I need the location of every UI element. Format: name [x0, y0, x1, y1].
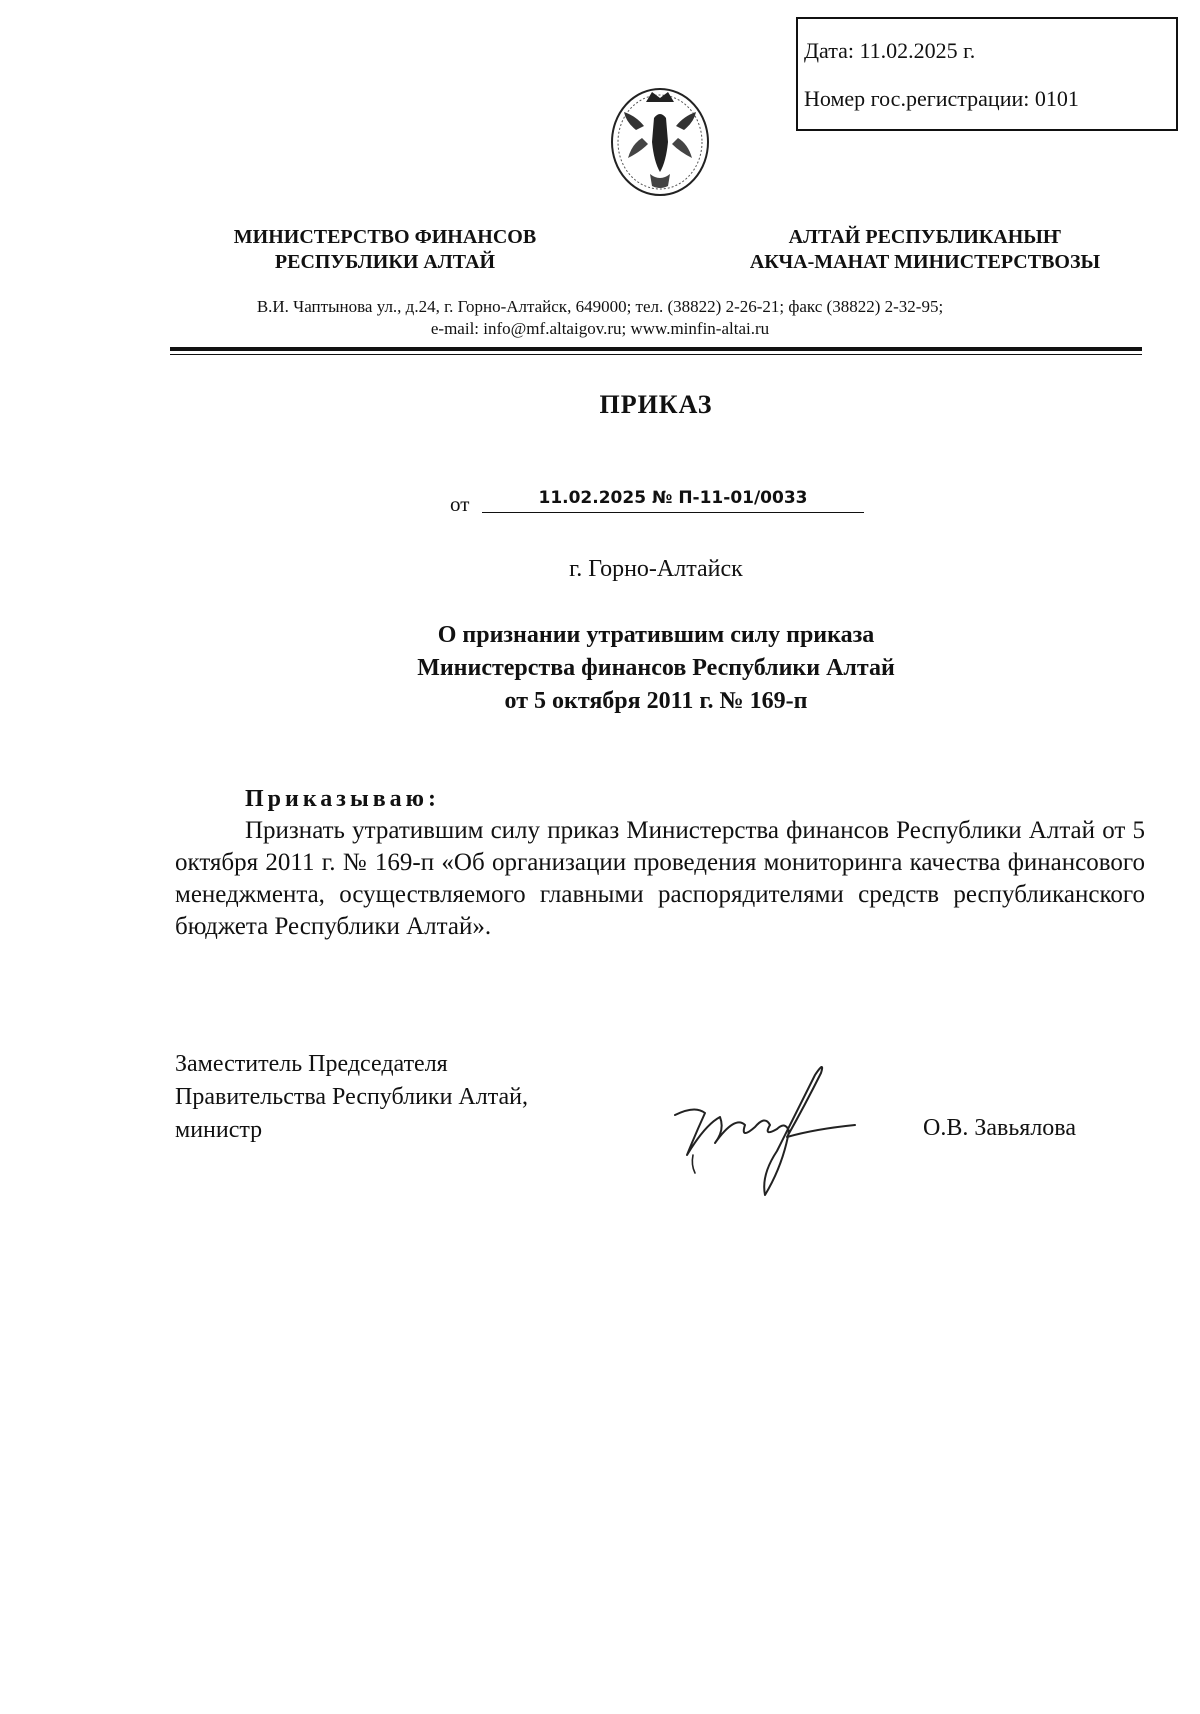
from-label: от: [450, 492, 470, 516]
registration-box: [796, 17, 1178, 131]
document-title-line3: от 5 октября 2011 г. № 169-п: [504, 688, 808, 714]
registration-date: [804, 38, 975, 64]
ministry-name-altai: [700, 225, 1150, 275]
registration-number-value: 0101: [1034, 86, 1079, 111]
registration-number: [804, 86, 1079, 112]
registration-number-label: Номер гос.регистрации:: [804, 86, 1030, 111]
registration-date-value: 11.02.2025 г.: [859, 38, 976, 63]
ministry-contacts: [170, 296, 1030, 340]
document-title-line1: О признании утратившим силу приказа: [437, 622, 875, 648]
document-title: [300, 619, 1012, 718]
document-title-line2: Министерства финансов Республики Алтай: [417, 655, 895, 681]
ministry-name-altai-line1: АЛТАЙ РЕСПУБЛИКАНЫҤ: [788, 226, 1062, 248]
signer-position: [175, 1048, 605, 1147]
signer-name: О.В. Завьялова: [923, 1115, 1076, 1141]
ministry-name-russian: [190, 225, 580, 275]
ministry-name-russian-line2: РЕСПУБЛИКИ АЛТАЙ: [274, 251, 496, 273]
registration-date-label: Дата:: [804, 38, 854, 63]
ministry-address: В.И. Чаптынова ул., д.24, г. Горно-Алтайск, 649000; тел. (38822) 2-26-21; факс (38822) 2-32-95;: [256, 297, 944, 316]
coat-of-arms-emblem-icon: [606, 82, 714, 200]
order-word: Приказываю:: [245, 786, 440, 812]
ministry-name-altai-line2: АКЧА-МАНАТ МИНИСТЕРСТВОЗЫ: [749, 251, 1101, 273]
document-date-number: 11.02.2025 № П-11-01/0033: [482, 488, 864, 513]
ministry-email-web: e-mail: info@mf.altaigov.ru; www.minfin-altai.ru: [430, 319, 770, 338]
document-city: г. Горно-Алтайск: [569, 556, 743, 582]
header-divider-thin: [170, 354, 1142, 355]
document-body: Признать утратившим силу приказ Министерства финансов Республики Алтай от 5 октября 2011 г. № 169-п «Об организации проведения мониторинга качества финансового менеджмента, осуществляемого главными распорядителями средств республиканского бюджета Республики Алтай».: [175, 817, 1145, 940]
document-type: ПРИКАЗ: [599, 390, 713, 419]
signer-position-line2: Правительства Республики Алтай,: [175, 1084, 529, 1110]
ministry-name-russian-line1: МИНИСТЕРСТВО ФИНАНСОВ: [233, 226, 537, 248]
handwritten-signature-icon: [665, 1055, 895, 1205]
header-divider-thick: [170, 347, 1142, 351]
signer-position-line1: Заместитель Председателя: [175, 1051, 448, 1077]
signer-position-line3: министр: [175, 1117, 263, 1143]
